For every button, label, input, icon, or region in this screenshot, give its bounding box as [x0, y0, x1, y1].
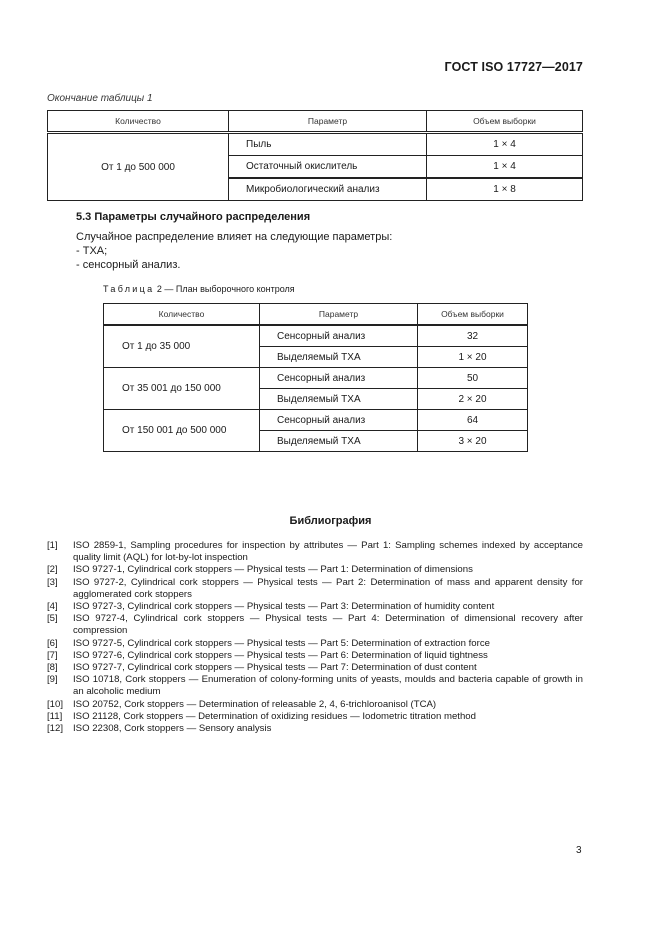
- table-row: [104, 368, 528, 389]
- bibliography-item: [47, 540, 583, 564]
- column-header-volume: Объем выборки: [427, 111, 583, 133]
- quantity-cell: От 150 001 до 500 000: [104, 410, 260, 452]
- bibliography-text: ISO 20752, Cork stoppers — Determination of releasable 2, 4, 6-trichloroanisol (TCA): [73, 698, 437, 710]
- column-header-volume: Объем выборки: [418, 304, 528, 326]
- bibliography-number: [10]: [47, 698, 64, 710]
- bibliography-number: [3]: [47, 576, 58, 588]
- bibliography-number: [1]: [47, 540, 58, 551]
- table1: [47, 110, 583, 201]
- bibliography-text: ISO 9727-5, Cylindrical cork stoppers — Physical tests — Part 5: Determination of extraction force: [73, 637, 490, 649]
- table2-caption-text: 2 — План выборочного контроля: [154, 284, 295, 294]
- bibliography-text: ISO 9727-1, Cylindrical cork stoppers — Physical tests — Part 1: Determination of dimensions: [73, 564, 473, 576]
- parameter-cell: Сенсорный анализ: [260, 325, 418, 347]
- column-header-quantity: Количество: [104, 304, 260, 326]
- column-header-quantity: Количество: [48, 111, 229, 133]
- section-list-item: - ТХА;: [76, 245, 108, 257]
- parameter-cell: Микробиологический анализ: [229, 178, 427, 201]
- bibliography-title: Библиография: [289, 515, 372, 527]
- quantity-cell: От 35 001 до 150 000: [104, 368, 260, 410]
- volume-cell: 3 × 20: [418, 431, 528, 452]
- bibliography-list: [47, 540, 583, 735]
- table2-header-row: [104, 304, 528, 326]
- document-code: ГОСТ ISO 17727—2017: [444, 60, 583, 74]
- table1-header-row: [48, 111, 583, 133]
- bibliography-text: ISO 10718, Cork stoppers — Enumeration of colony-forming units of yeasts, moulds and bacteria capable of growth in an alcoholic medium: [73, 674, 583, 698]
- parameter-cell: Сенсорный анализ: [260, 410, 418, 431]
- bibliography-number: [5]: [47, 613, 58, 625]
- bibliography-item: [47, 577, 583, 601]
- bibliography-text: ISO 9727-4, Cylindrical cork stoppers — Physical tests — Part 4: Determination of dimensional recovery after compression: [73, 613, 583, 637]
- bibliography-text: ISO 21128, Cork stoppers — Determination of oxidizing residues — Iodometric titration method: [73, 710, 476, 722]
- table1-caption: Окончание таблицы 1: [47, 93, 153, 104]
- bibliography-text: ISO 9727-3, Cylindrical cork stoppers — Physical tests — Part 3: Determination of humidity content: [73, 601, 495, 613]
- volume-cell: 50: [418, 368, 528, 389]
- bibliography-text: ISO 2859-1, Sampling procedures for inspection by attributes — Part 1: Sampling schemes indexed by acceptance quality limit (AQL) for lot-by-lot inspection: [73, 540, 583, 564]
- bibliography-number: [8]: [47, 662, 58, 674]
- parameter-cell: Пыль: [229, 133, 427, 156]
- volume-cell: 2 × 20: [418, 389, 528, 410]
- column-header-parameter: Параметр: [229, 111, 427, 133]
- parameter-cell: Выделяемый ТХА: [260, 347, 418, 368]
- bibliography-number: [7]: [47, 649, 58, 661]
- bibliography-number: [2]: [47, 564, 58, 576]
- section-title: 5.3 Параметры случайного распределения: [76, 211, 311, 223]
- volume-cell: 1 × 20: [418, 347, 528, 368]
- bibliography-item: [47, 711, 583, 723]
- bibliography-text: ISO 9727-2, Cylindrical cork stoppers — Physical tests — Part 2: Determination of mass and apparent density for agglomerated cork stoppers: [73, 576, 583, 600]
- section-list-item: - сенсорный анализ.: [76, 259, 181, 271]
- bibliography-text: ISO 9727-7, Cylindrical cork stoppers — Physical tests — Part 7: Determination of dust content: [73, 662, 477, 674]
- bibliography-item: [47, 674, 583, 698]
- table-row: [104, 410, 528, 431]
- bibliography-item: [47, 662, 583, 674]
- volume-cell: 1 × 8: [427, 178, 583, 201]
- bibliography-item: [47, 564, 583, 576]
- bibliography-text: ISO 9727-6, Cylindrical cork stoppers — Physical tests — Part 6: Determination of liquid tightness: [73, 649, 488, 661]
- bibliography-item: [47, 699, 583, 711]
- table2-caption: [103, 284, 295, 294]
- volume-cell: 32: [418, 325, 528, 347]
- bibliography-number: [6]: [47, 637, 58, 649]
- volume-cell: 1 × 4: [427, 156, 583, 179]
- parameter-cell: Выделяемый ТХА: [260, 431, 418, 452]
- table-row: [48, 133, 583, 156]
- parameter-cell: Остаточный окислитель: [229, 156, 427, 179]
- parameter-cell: Выделяемый ТХА: [260, 389, 418, 410]
- bibliography-number: [9]: [47, 674, 58, 686]
- column-header-parameter: Параметр: [260, 304, 418, 326]
- table2: [103, 303, 528, 452]
- bibliography-number: [11]: [47, 710, 63, 722]
- volume-cell: 64: [418, 410, 528, 431]
- bibliography-item: [47, 638, 583, 650]
- parameter-cell: Сенсорный анализ: [260, 368, 418, 389]
- table2-caption-word: Таблица: [103, 284, 155, 294]
- bibliography-item: [47, 601, 583, 613]
- bibliography-number: [4]: [47, 601, 58, 613]
- page-number: 3: [576, 845, 582, 856]
- quantity-cell: От 1 до 35 000: [104, 325, 260, 368]
- volume-cell: 1 × 4: [427, 133, 583, 156]
- quantity-cell: От 1 до 500 000: [48, 133, 229, 201]
- section-intro: Случайное распределение влияет на следующие параметры:: [76, 231, 393, 243]
- bibliography-item: [47, 650, 583, 662]
- bibliography-text: ISO 22308, Cork stoppers — Sensory analysis: [73, 723, 272, 735]
- table-row: [104, 325, 528, 347]
- bibliography-number: [12]: [47, 723, 64, 735]
- bibliography-item: [47, 613, 583, 637]
- bibliography-item: [47, 723, 583, 735]
